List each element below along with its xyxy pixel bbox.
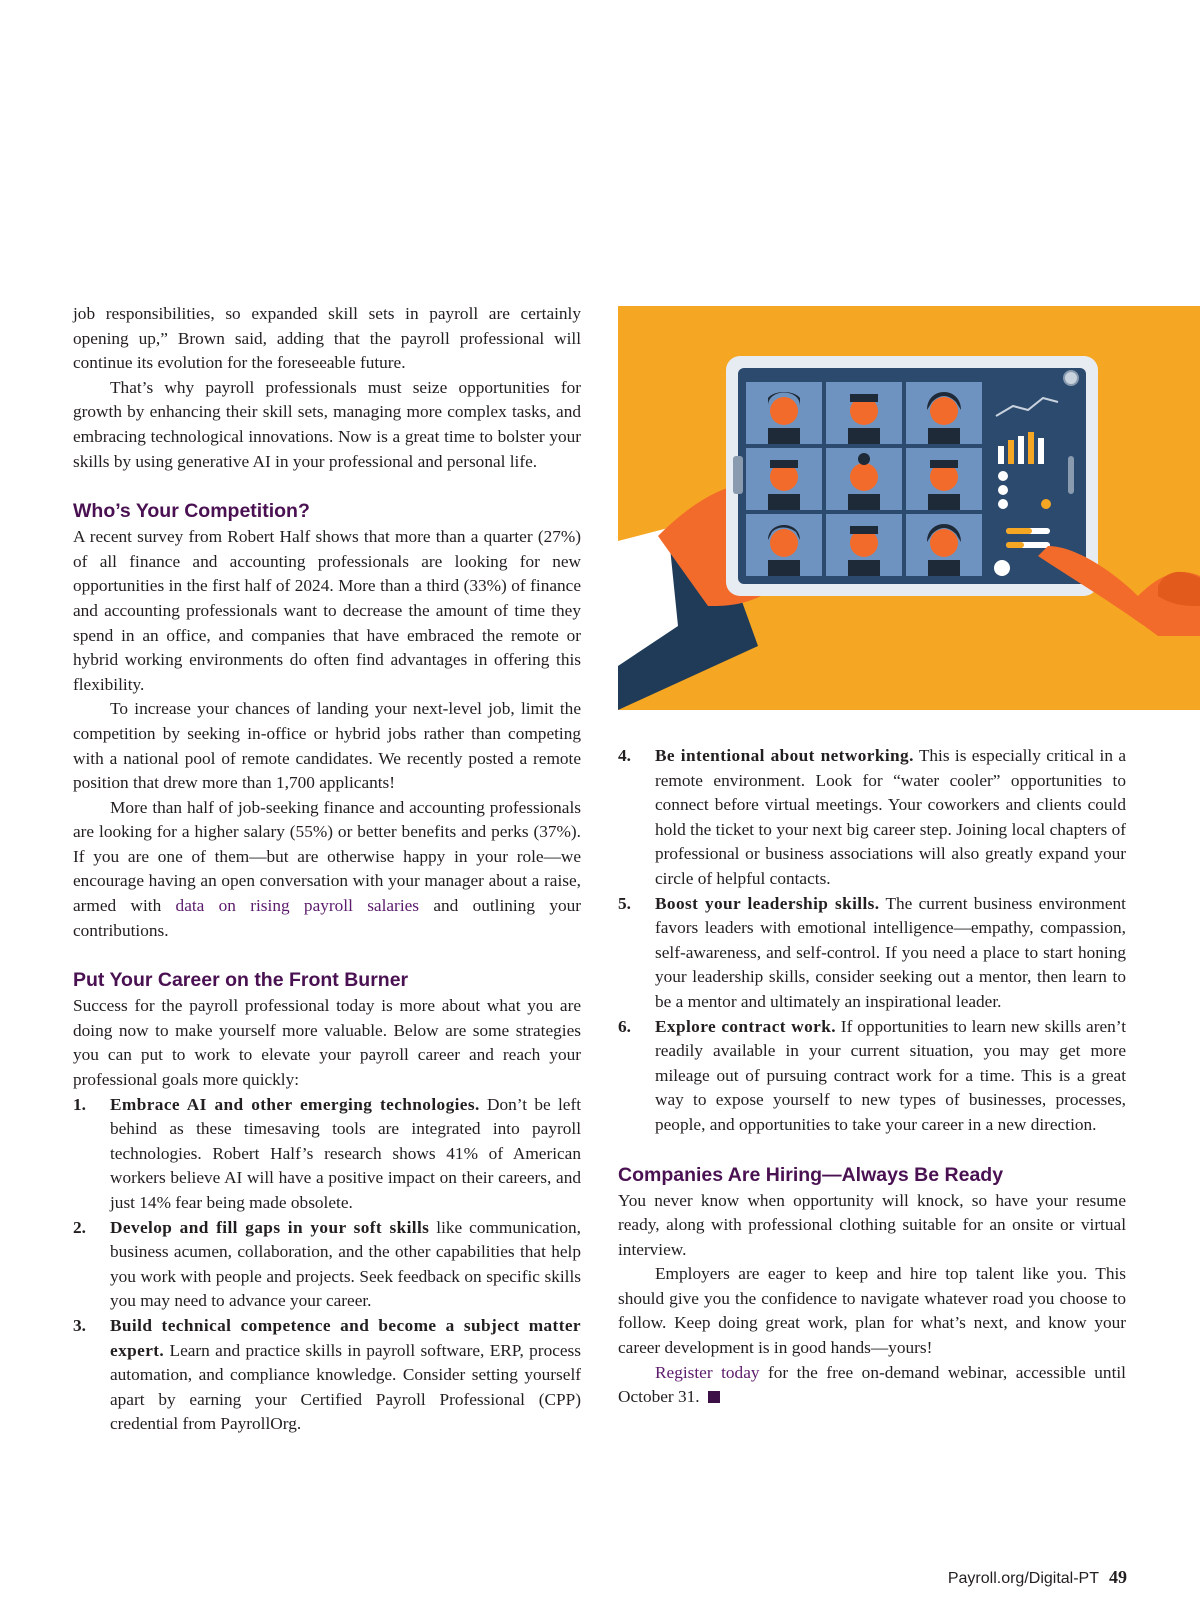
list-item — [73, 1314, 581, 1437]
section-heading-career: Put Your Career on the Front Burner — [73, 969, 409, 992]
list-text: like communication, business acumen, collaboration, and the other capabilities that help you work with people and projects. Seek feedback on specific skills you may need to advance your career. — [110, 1217, 581, 1311]
list-lead: Embrace AI and other emerging technologies. — [110, 1094, 480, 1114]
list-number: 4. — [618, 746, 631, 765]
section-heading-hiring: Companies Are Hiring—Always Be Ready — [618, 1163, 1004, 1186]
list-item — [618, 892, 1126, 1015]
list-lead: Be intentional about networking. — [655, 746, 914, 765]
list-number: 5. — [618, 893, 631, 913]
list-text: Don’t be left behind as these timesaving tools are integrated into payroll technologies. Robert Half’s research shows 41% of American workers believe AI will have a positive impact on their careers, and just 14% fear being made obsolete. — [110, 1094, 581, 1212]
paragraph — [73, 796, 581, 944]
list-text: If opportunities to learn new skills aren’t readily available in your current situation, you may get more mileage out of pursuing contract work for a time. This is a great way to expose yourself to new types of businesses, processes, people, and opportunities to take your career in a new direction. — [655, 1016, 1126, 1134]
strategy-list-continued — [618, 744, 1126, 1138]
list-number: 3. — [73, 1315, 86, 1335]
paragraph-text: and outlining your contributions. — [73, 896, 582, 940]
strategy-list — [73, 1093, 581, 1437]
list-number: 2. — [73, 1217, 86, 1237]
list-lead: Develop and fill gaps in your soft skills — [110, 1217, 430, 1237]
tablet-side-button — [1068, 456, 1074, 494]
paragraph: A recent survey from Robert Half shows that more than a quarter (27%) of all finance and accounting professionals are looking for new opportunities in the first half of 2024. More than a third (33%) of finance and accounting professionals want to decrease the amount of time they spend in an office, and companies that have embraced the remote or hybrid working environments do often find advantages in offering this flexibility. — [73, 527, 581, 694]
paragraph-text: More than half of job-seeking finance and accounting professionals are looking for a higher salary (55%) or better benefits and perks (37%). If you are one of them—but are otherwise happy in your role—we encourage having an open conversation with your manager about a raise, armed with — [73, 797, 581, 916]
paragraph: job responsibilities, so expanded skill sets in payroll are certainly opening up,” Brown said, adding that the payroll professional will continue its evolution for the foreseeable future. — [73, 304, 581, 373]
list-text: Learn and practice skills in payroll software, ERP, process automation, and compliance knowledge. Consider setting yourself apart by earning your Certified Payroll Professional (CPP) credential from PayrollOrg. — [110, 1340, 581, 1434]
list-lead: Boost your leadership skills. — [655, 893, 880, 913]
end-of-article-icon — [708, 1391, 720, 1403]
paragraph — [618, 1361, 1126, 1410]
list-lead: Build technical competence and become a subject matter expert. — [110, 1315, 581, 1360]
paragraph: Employers are eager to keep and hire top talent like you. This should give you the confidence to navigate whatever road you choose to follow. Keep doing great work, plan for what’s next, and know your career development is in good hands—yours! — [618, 1264, 1126, 1358]
right-column — [618, 744, 1126, 1410]
left-column — [73, 302, 581, 1437]
list-item — [73, 1093, 581, 1216]
paragraph-text: for the free on-demand webinar, accessible until October 31. — [618, 1362, 1126, 1407]
list-item — [618, 744, 1126, 892]
list-number: 6. — [618, 1016, 631, 1036]
list-number: 1. — [73, 1094, 86, 1114]
play-back-icon — [994, 560, 1010, 576]
tablet-video-call-illustration — [618, 306, 1200, 710]
page-footer — [948, 1567, 1127, 1588]
camera-icon — [1064, 371, 1078, 385]
paragraph: Success for the payroll professional today is more about what you are doing now to make yourself more valuable. Below are some strategies you can put to work to elevate your payroll career and reach your professional goals more quickly: — [73, 996, 581, 1090]
salary-data-link[interactable]: data on rising payroll salaries — [175, 896, 420, 916]
tablet-side-button — [733, 456, 743, 494]
section-heading-competition: Who’s Your Competition? — [73, 500, 310, 523]
list-text: This is especially critical in a remote environment. Look for “water cooler” opportunities to connect before virtual meetings. Your coworkers and clients could hold the ticket to your next big career step. Joining local chapters of professional or business associations will also greatly expand your circle of helpful contacts. — [655, 746, 1126, 888]
list-item — [618, 1015, 1126, 1138]
paragraph: You never know when opportunity will knock, so have your resume ready, along with professional clothing suitable for an onsite or virtual interview. — [618, 1190, 1126, 1259]
paragraph: That’s why payroll professionals must seize opportunities for growth by enhancing their skill sets, managing more complex tasks, and embracing technological innovations. Now is a great time to bolster your skills by using generative AI in your professional and personal life. — [73, 377, 581, 471]
list-item — [73, 1216, 581, 1314]
list-lead: Explore contract work. — [655, 1016, 836, 1036]
register-link[interactable]: Register today — [655, 1362, 760, 1382]
footer-site-link[interactable]: Payroll.org/Digital-PT — [947, 1570, 1099, 1587]
page-number: 49 — [1109, 1567, 1127, 1587]
list-text: The current business environment favors leaders with emotional intelligence—empathy, compassion, self-awareness, and self-control. If you need a place to start honing your leadership skills, consider seeking out a mentor, then learn to be a mentor and ultimately an inspirational leader. — [655, 893, 1126, 1011]
paragraph: To increase your chances of landing your next-level job, limit the competition by seeking in-office or hybrid jobs rather than competing with a national pool of remote candidates. We recently posted a remote position that drew more than 1,700 applicants! — [73, 699, 581, 793]
